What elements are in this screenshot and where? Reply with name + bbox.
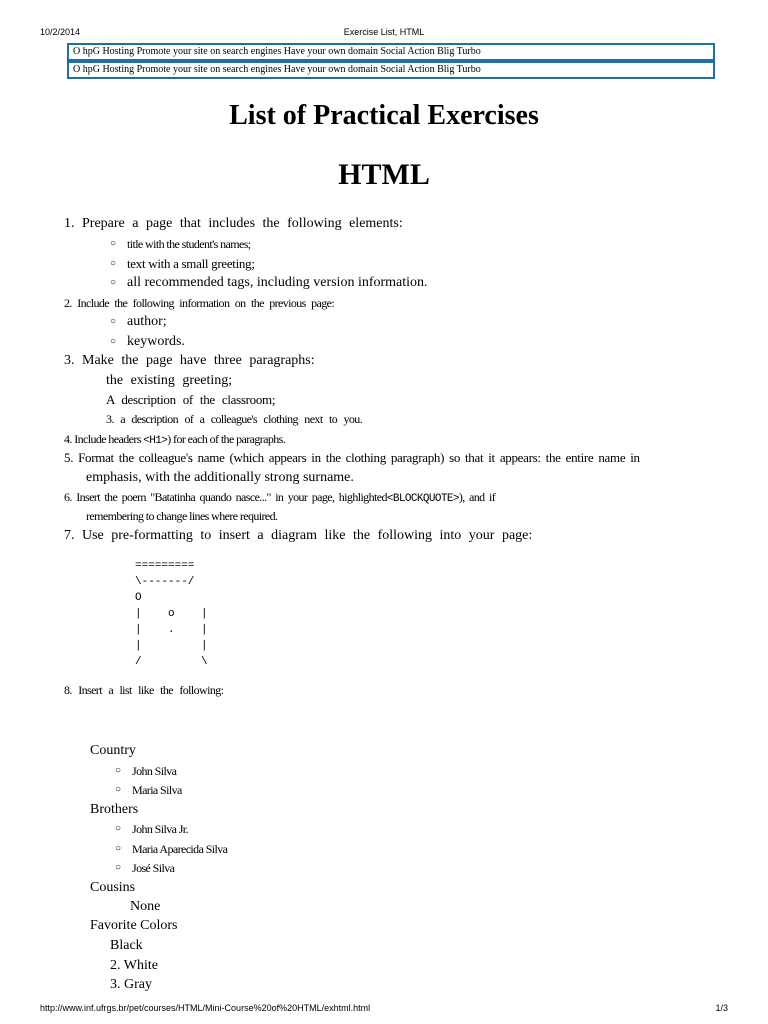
bullet-icon: ○ — [115, 862, 122, 873]
bullet-icon: ○ — [110, 277, 117, 288]
bullet-icon: ○ — [110, 316, 117, 327]
exercise-8: 8. Insert a list like the following: — [64, 683, 224, 697]
list-item: A description of the classroom; — [106, 392, 276, 407]
exercise-7: 7. Use pre-formatting to insert a diagram like the following into your page: — [64, 528, 533, 543]
list-item: Maria Silva — [132, 783, 182, 797]
ad-banner[interactable]: O hpG Hosting Promote your site on search engines Have your own domain Social Action Blig Turbo — [67, 61, 715, 79]
list-item: 2. White — [110, 958, 158, 973]
list-item: title with the student's names; — [127, 237, 251, 251]
list-heading: Brothers — [90, 802, 139, 817]
exercise-1: 1. Prepare a page that includes the following elements: — [64, 216, 403, 231]
list-item: José Silva — [132, 861, 175, 875]
exercise-5: 5. Format the colleague's name (which appears in the clothing paragraph) so that it appears: the entire name in — [64, 450, 640, 465]
ad-banner[interactable]: O hpG Hosting Promote your site on search engines Have your own domain Social Action Blig Turbo — [67, 43, 715, 61]
list-item: 3. Gray — [110, 977, 152, 992]
list-heading: Cousins — [90, 880, 136, 895]
bullet-icon: ○ — [115, 784, 122, 795]
page-number: 1/3 — [715, 1003, 728, 1013]
list-item: Maria Aparecida Silva — [132, 842, 228, 856]
page-title: List of Practical Exercises — [229, 100, 539, 131]
print-url: http://www.inf.ufrgs.br/pet/courses/HTML/Mini-Course%20of%20HTML/exhtml.html — [40, 1003, 371, 1013]
list-item: John Silva — [132, 764, 177, 778]
list-item: author; — [127, 314, 167, 329]
print-date: 10/2/2014 — [40, 27, 81, 37]
list-item: text with a small greeting; — [127, 256, 255, 271]
exercise-3: 3. Make the page have three paragraphs: — [64, 353, 315, 368]
list-item: 3. a description of a colleague's clothing next to you. — [106, 412, 363, 426]
print-title: Exercise List, HTML — [343, 27, 425, 37]
list-item: John Silva Jr. — [132, 822, 188, 836]
exercise-5-cont: emphasis, with the additionally strong surname. — [86, 470, 354, 485]
exercise-4: 4. Include headers <H1>) for each of the paragraphs. — [64, 432, 286, 447]
list-item: the existing greeting; — [106, 373, 233, 388]
list-heading: Favorite Colors — [90, 918, 178, 933]
bullet-icon: ○ — [115, 843, 122, 854]
list-heading: Country — [90, 743, 136, 758]
exercise-6-cont: remembering to change lines where required. — [86, 509, 278, 523]
exercise-6: 6. Insert the poem "Batatinha quando nasce..." in your page, highlighted<BLOCKQUOTE>), and if — [64, 490, 496, 505]
list-item: Black — [110, 938, 143, 953]
bullet-icon: ○ — [115, 765, 122, 776]
page-subtitle: HTML — [338, 158, 430, 191]
list-item: keywords. — [127, 334, 185, 349]
list-item: all recommended tags, including version information. — [127, 275, 428, 290]
bullet-icon: ○ — [110, 238, 117, 249]
exercise-2: 2. Include the following information on the previous page: — [64, 296, 335, 310]
bullet-icon: ○ — [110, 258, 117, 269]
bullet-icon: ○ — [110, 336, 117, 347]
ascii-diagram: ========= \-------/ O | o | | . | | | / \ — [135, 560, 208, 668]
list-item: None — [130, 899, 161, 914]
bullet-icon: ○ — [115, 823, 122, 834]
